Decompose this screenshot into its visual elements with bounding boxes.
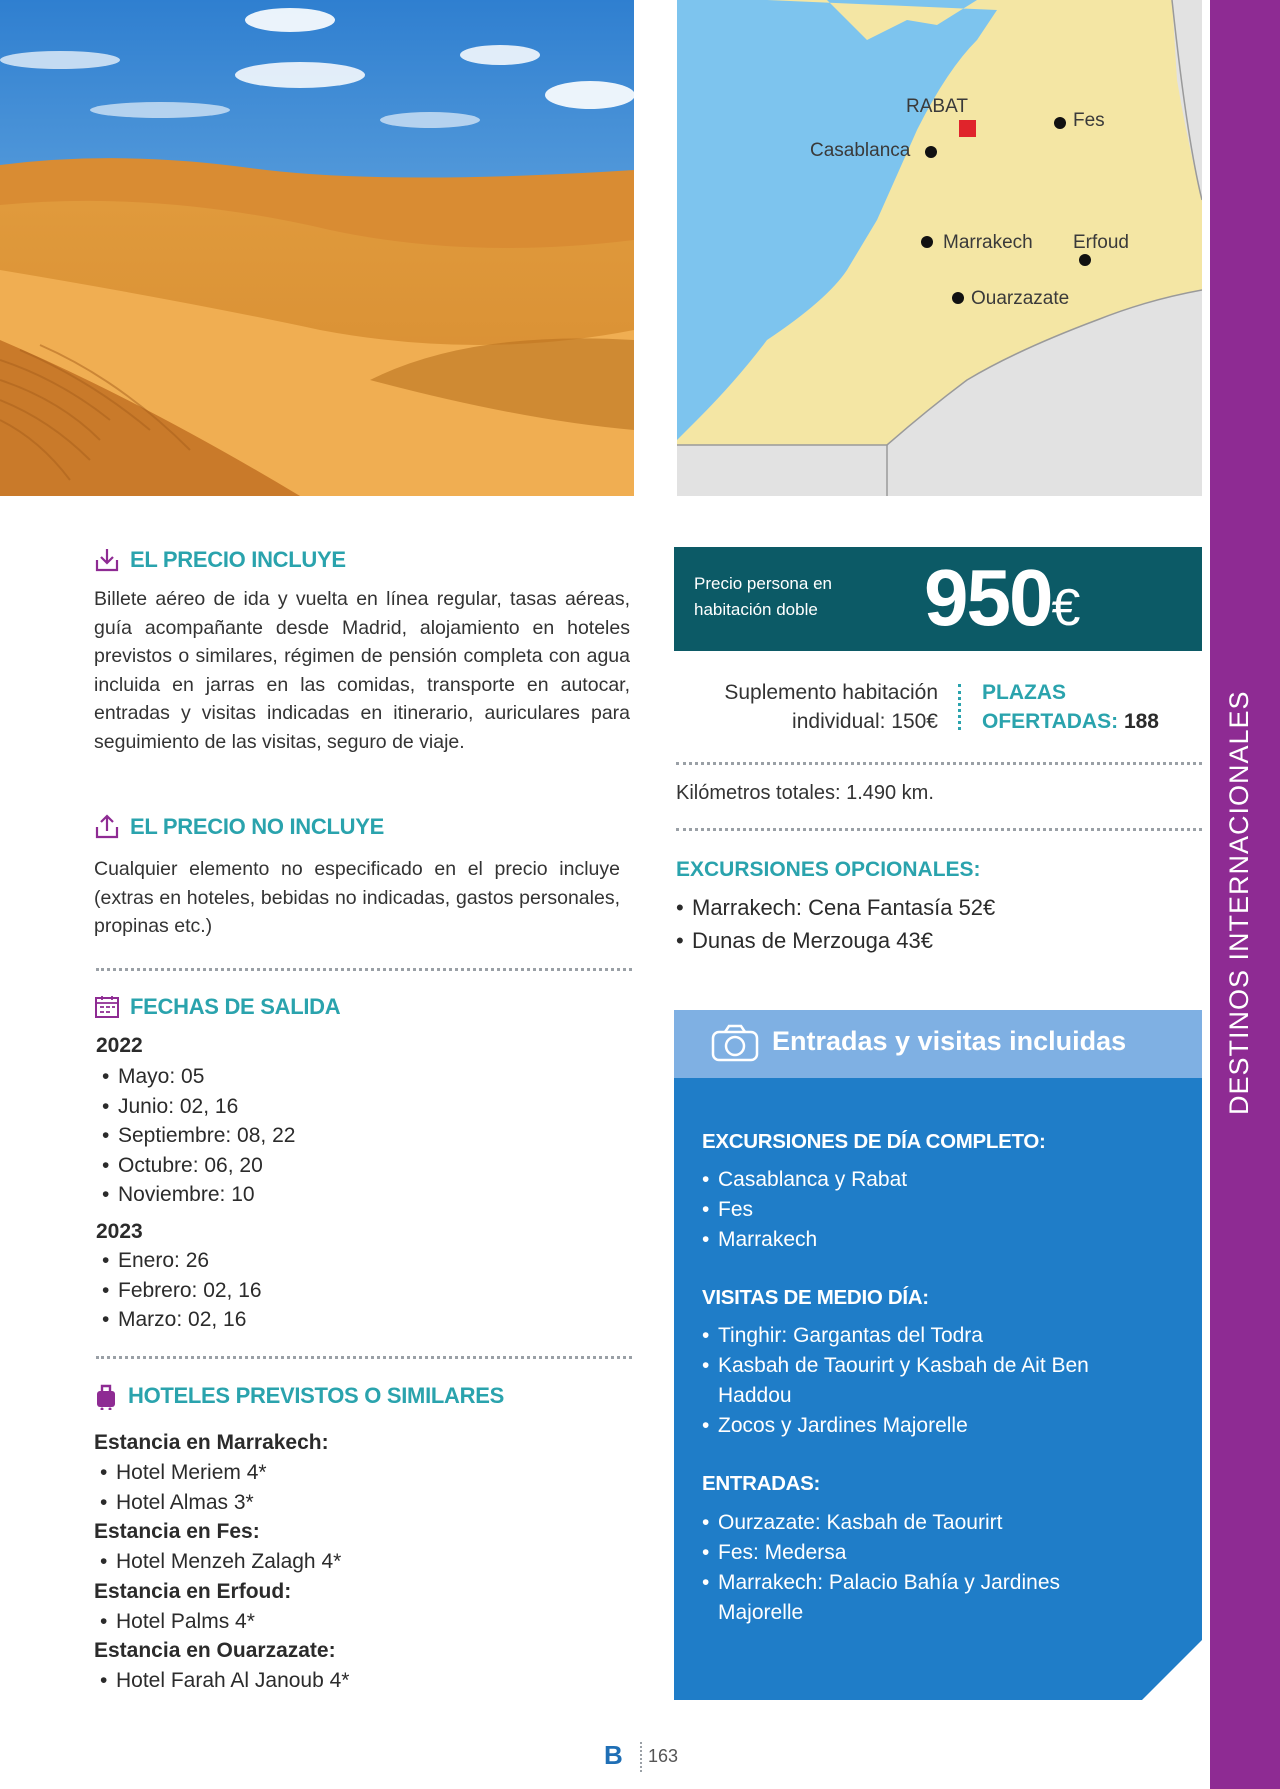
visit-item: • Marrakech: [702, 1225, 1182, 1255]
visit-item: • Zocos y Jardines Majorelle: [702, 1411, 1154, 1441]
departure-dates-2023: [102, 1246, 262, 1335]
hotel-group-heading: Estancia en Ouarzazate:: [94, 1639, 336, 1662]
hotel-group-items: [100, 1666, 640, 1696]
hotels-title: [94, 1382, 504, 1410]
half-day-title: VISITAS DE MEDIO DÍA:: [702, 1286, 929, 1309]
date-item: • Junio: 02, 16: [102, 1092, 295, 1122]
date-item: • Enero: 26: [102, 1246, 262, 1276]
seats-label: OFERTADAS:: [982, 710, 1119, 733]
price-includes-text: Billete aéreo de ida y vuelta en línea regular, tasas aéreas, guía acompañante desde Madrid, alojamiento en hoteles previstos o similares, régimen de pensión completa con agua incluida en jarras en las comidas, transporte en autocar, entradas y visitas indicadas en itinerario, auriculares para seguimiento de las visitas, seguro de viaje.: [94, 588, 630, 753]
seats-count: 188: [1123, 710, 1159, 733]
morocco-map: [677, 0, 1202, 496]
hotel-group-heading: Estancia en Erfoud:: [94, 1579, 292, 1603]
visit-item: • Fes: [702, 1195, 1182, 1225]
visit-item: • Fes: Medersa: [702, 1538, 1122, 1568]
visit-item: • Ourzazate: Kasbah de Taourirt: [702, 1508, 1122, 1538]
camera-icon: [710, 1024, 760, 1064]
hotels-list: [94, 1428, 634, 1696]
departure-year: 2022: [96, 1034, 143, 1057]
map-label-rabat: RABAT: [906, 96, 968, 117]
download-icon: [94, 547, 120, 573]
date-item: • Febrero: 02, 16: [102, 1276, 262, 1306]
hotel-item: • Hotel Menzeh Zalagh 4*: [100, 1547, 640, 1577]
vertical-divider: [958, 684, 961, 730]
departure-dates-2022: [102, 1062, 295, 1210]
half-day-list: [702, 1321, 1154, 1441]
map-label-erfoud: Erfoud: [1073, 232, 1129, 253]
upload-icon: [94, 814, 120, 840]
hotel-item: • Hotel Farah Al Janoub 4*: [100, 1666, 640, 1696]
visit-item: • Casablanca y Rabat: [702, 1165, 1182, 1195]
included-visits-box: [674, 1010, 1202, 1700]
hotel-group-items: [100, 1458, 640, 1517]
date-item: • Septiembre: 08, 22: [102, 1121, 295, 1151]
rabat-marker: [959, 120, 976, 137]
page-number: 163: [648, 1746, 679, 1766]
date-item: • Mayo: 05: [102, 1062, 295, 1092]
price-excludes-heading: EL PRECIO NO INCLUYE: [130, 814, 384, 839]
excursion-item: • Dunas de Merzouga 43€: [676, 924, 995, 957]
divider: [676, 828, 1202, 831]
total-distance: Kilómetros totales: 1.490 km.: [676, 782, 934, 804]
map-label-marrakech: Marrakech: [943, 232, 1033, 253]
price-box: [674, 547, 1202, 651]
departures-title: [94, 994, 340, 1020]
calendar-icon: [94, 994, 120, 1020]
date-item: • Noviembre: 10: [102, 1180, 295, 1210]
map-label-casablanca: Casablanca: [810, 140, 911, 161]
departure-year: 2023: [96, 1220, 143, 1243]
price-includes-heading: EL PRECIO INCLUYE: [130, 547, 346, 572]
single-supplement: [680, 678, 938, 736]
excursion-item: • Marrakech: Cena Fantasía 52€: [676, 891, 995, 924]
price-includes-title: [94, 547, 346, 573]
hotel-item: • Hotel Palms 4*: [100, 1607, 640, 1637]
map-label-fes: Fes: [1073, 110, 1105, 131]
visit-item: • Tinghir: Gargantas del Todra: [702, 1321, 1154, 1351]
departures-heading: FECHAS DE SALIDA: [130, 994, 341, 1019]
hotel-group-items: [100, 1547, 640, 1577]
included-header: [674, 1010, 1202, 1078]
date-item: • Marzo: 02, 16: [102, 1305, 262, 1335]
price-excludes-text: Cualquier elemento no especificado en el precio incluye (extras en hoteles, bebidas no indicadas, gastos personales, propinas etc.): [94, 858, 620, 937]
price-amount: 950: [924, 553, 1052, 642]
footer-divider: [640, 1742, 642, 1772]
hero-desert-image: [0, 0, 634, 496]
seats-offered: [982, 678, 1159, 736]
divider: [676, 762, 1202, 765]
visit-item: • Kasbah de Taourirt y Kasbah de Ait Ben Haddou: [702, 1351, 1154, 1411]
entries-title: ENTRADAS:: [702, 1472, 821, 1495]
hotel-item: • Hotel Meriem 4*: [100, 1458, 640, 1488]
date-item: • Octubre: 06, 20: [102, 1151, 295, 1181]
hotel-item: • Hotel Almas 3*: [100, 1488, 640, 1518]
divider: [96, 968, 632, 971]
supplement-line: Suplemento habitación: [724, 681, 938, 704]
full-day-title: EXCURSIONES DE DÍA COMPLETO:: [702, 1130, 1046, 1153]
included-title: Entradas y visitas incluidas: [772, 1026, 1127, 1056]
luggage-icon: [94, 1382, 118, 1410]
full-day-list: [702, 1165, 1182, 1255]
seats-label: PLAZAS: [982, 681, 1066, 704]
optional-excursions-list: [676, 891, 995, 957]
divider: [96, 1356, 632, 1359]
brand-logo: B: [604, 1740, 623, 1770]
hotel-group-heading: Estancia en Marrakech:: [94, 1431, 329, 1454]
side-band-label: DESTINOS INTERNACIONALES: [1224, 690, 1254, 1115]
hotel-group-items: [100, 1607, 640, 1637]
entries-list: [702, 1508, 1122, 1628]
visit-item: • Marrakech: Palacio Bahía y Jardines Majorelle: [702, 1568, 1122, 1628]
price-currency: €: [1051, 579, 1079, 637]
price-label: Precio persona en habitación doble: [694, 574, 832, 619]
supplement-line: individual: 150€: [792, 710, 938, 733]
hotels-heading: HOTELES PREVISTOS O SIMILARES: [128, 1383, 504, 1408]
optional-excursions-title: EXCURSIONES OPCIONALES:: [676, 858, 981, 881]
price-value: [924, 553, 1078, 653]
price-excludes-title: [94, 814, 384, 840]
hotel-group-heading: Estancia en Fes:: [94, 1520, 260, 1543]
map-label-ouarzazate: Ouarzazate: [971, 288, 1070, 309]
